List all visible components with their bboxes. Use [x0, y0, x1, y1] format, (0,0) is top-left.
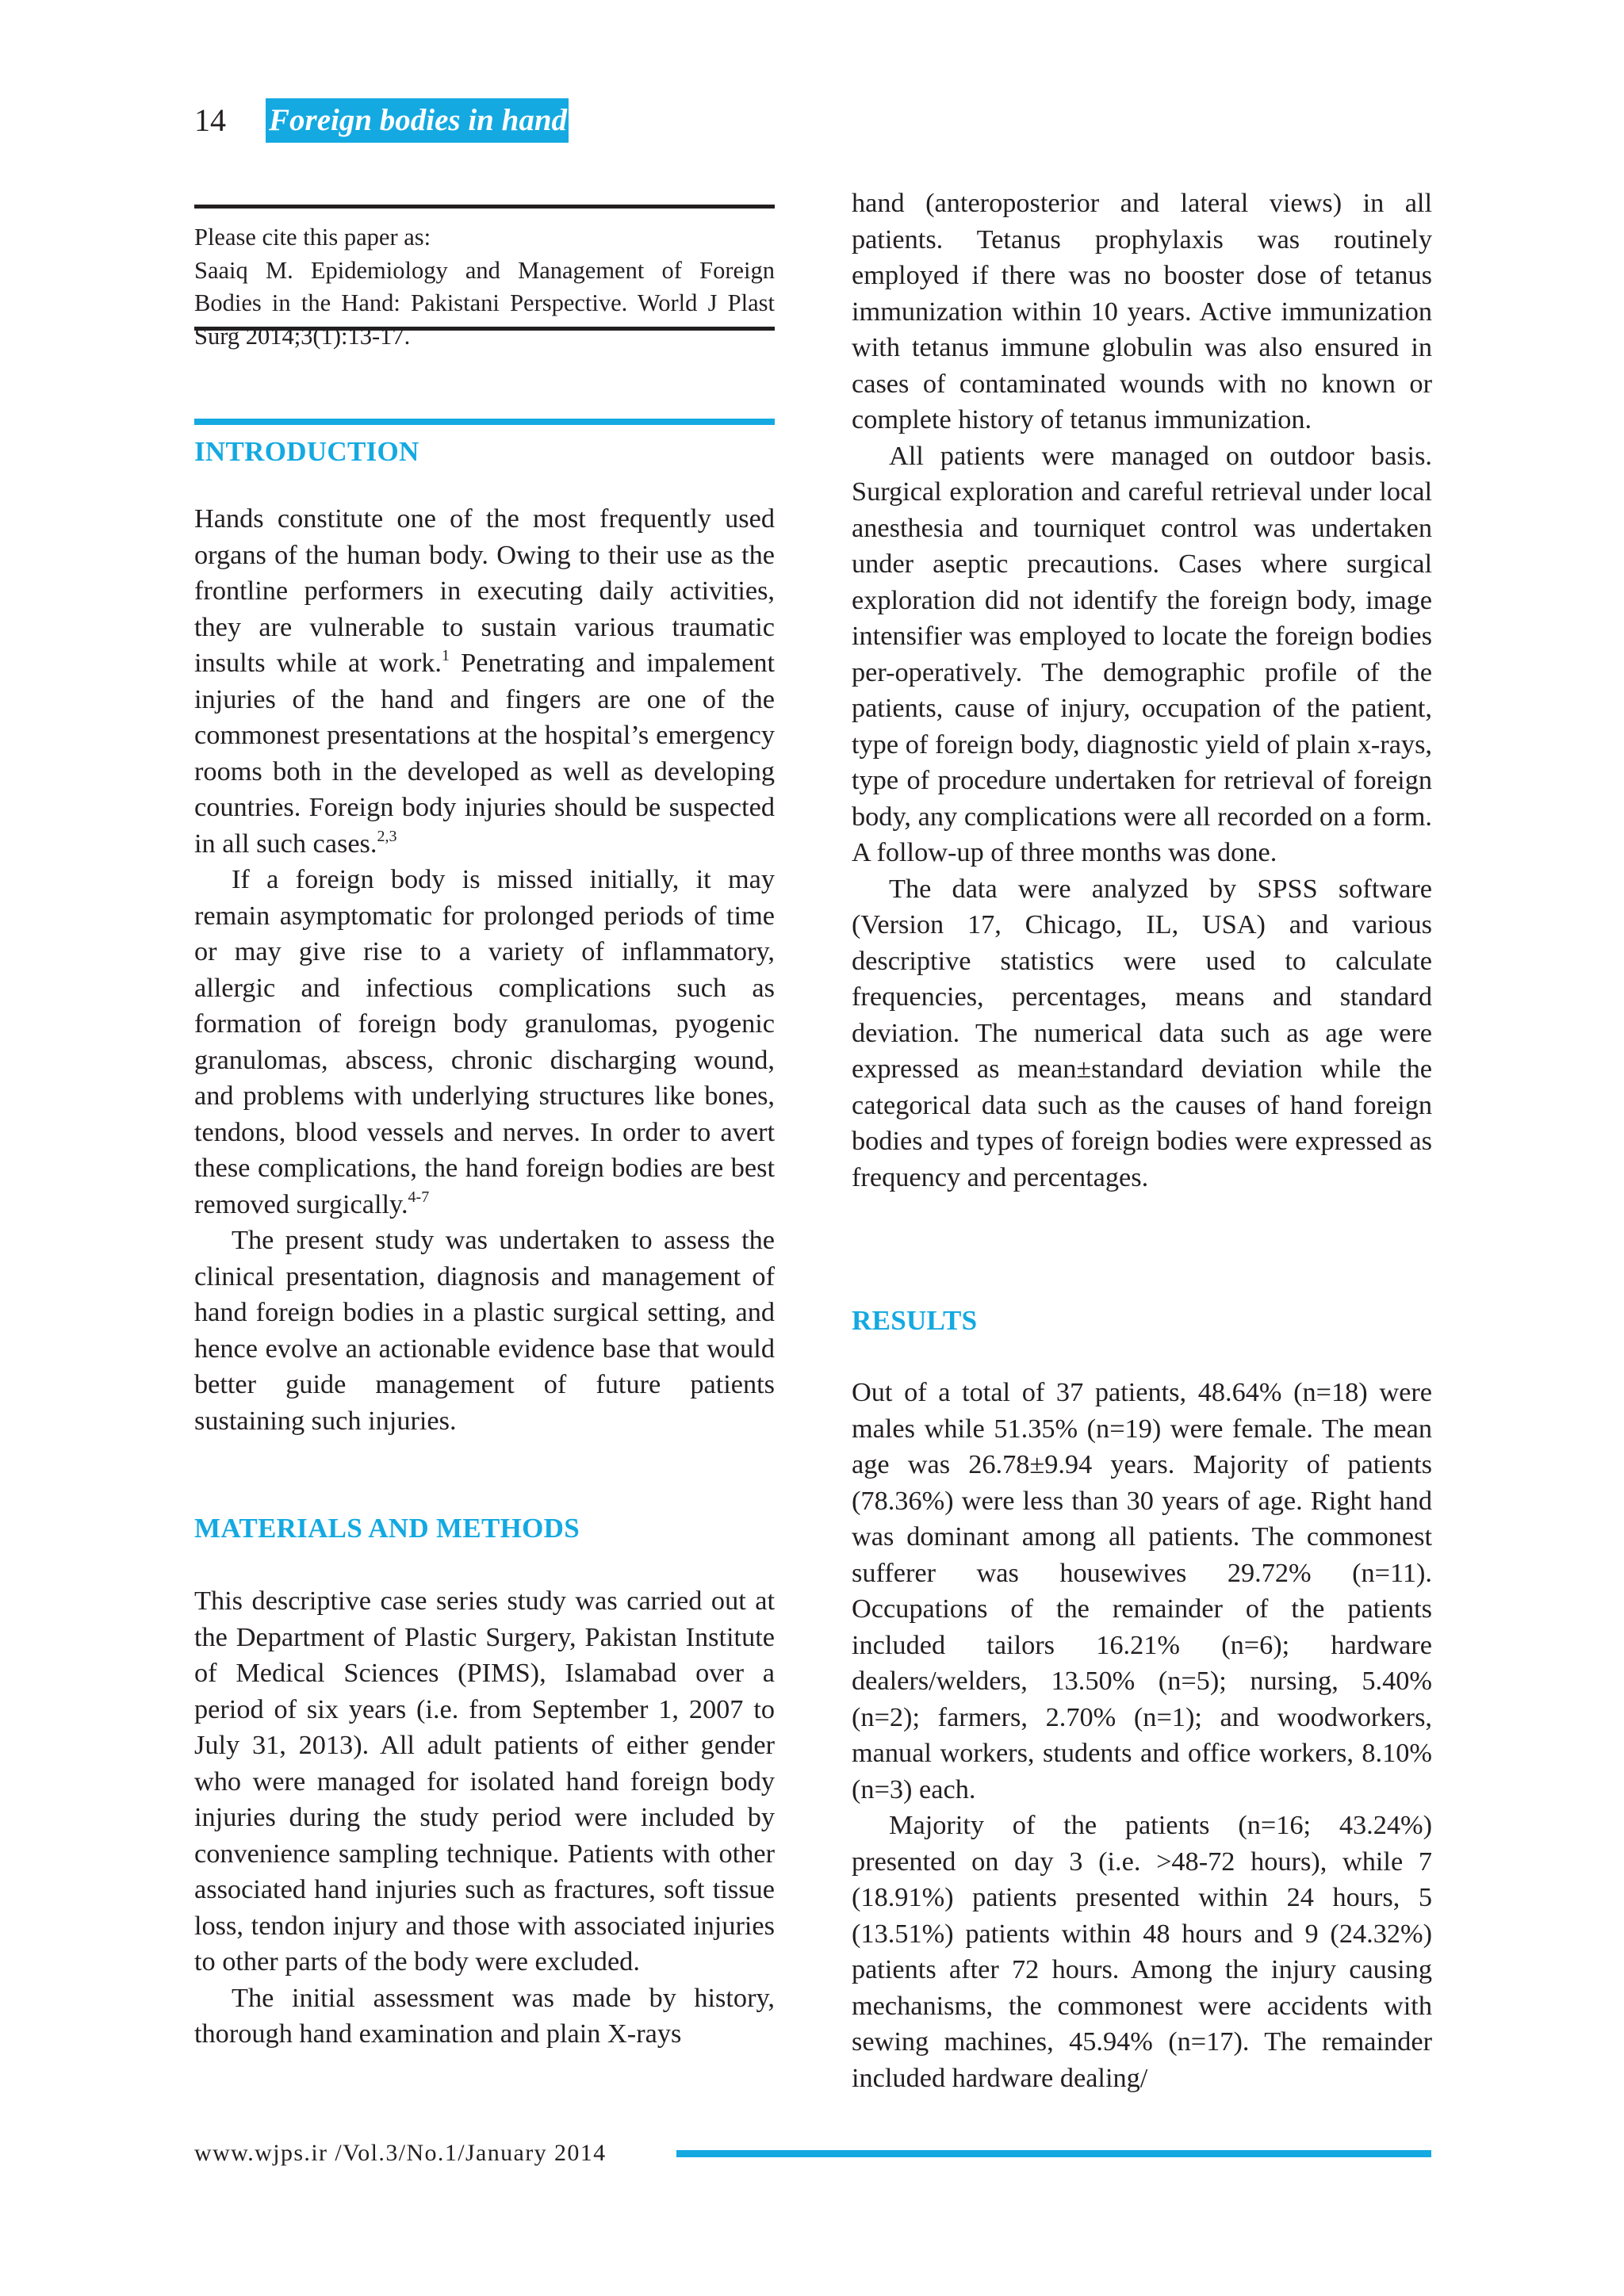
citation-box — [194, 205, 775, 350]
citation-reference: Saaiq M. Epidemiology and Management of Foreign Bodies in the Hand: Pakistani Perspective. World J Plast Surg 2014;3(1):13-17. — [194, 256, 775, 350]
methods-paragraph-3: All patients were managed on outdoor basis. Surgical exploration and careful retrieval under local anesthesia and tourniquet control was undertaken under aseptic precautions. Cases where surgical exploration did not identify the foreign body, image intensifier was employed to locate the foreign bodies per-operatively. The demographic profile of the patients, cause of injury, occupation of the patient, type of foreign body, diagnostic yield of plain x-rays, type of procedure undertaken for retrieval of foreign body, any complications were all recorded on a form. A follow-up of three months was done. — [852, 440, 1432, 867]
methods-body-left — [194, 1583, 775, 2053]
introduction-heading: INTRODUCTION — [194, 419, 775, 469]
methods-paragraph-2-continued: hand (anteroposterior and lateral views) in all patients. Tetanus prophylaxis was routinely employed if there was no booster dose of tetanus immunization within 10 years. Active immunization with tetanus immune globulin was also ensured in cases of contaminated wounds with no known or complete history of tetanus immunization. — [852, 188, 1432, 434]
results-paragraph-1: Out of a total of 37 patients, 48.64% (n=18) were males while 51.35% (n=19) were female. The mean age was 26.78±9.94 years. Majority of patients (78.36%) were less than 30 years of age. Right hand was dominant among all patients. The commonest sufferer was housewives 29.72% (n=11). Occupations of the remainder of the patients included tailors 16.21% (n=6); hardware dealers/welders, 13.50% (n=5); nursing, 5.40% (n=2); farmers, 2.70% (n=1); and woodworkers, manual workers, students and office workers, 8.10% (n=3) each. — [852, 1377, 1432, 1804]
citation-superscript: 4-7 — [408, 1188, 430, 1206]
footer-journal-info: www.wjps.ir /Vol.3/No.1/January 2014 — [194, 2140, 607, 2166]
introduction-body — [194, 501, 775, 1439]
citation-superscript: 1 — [441, 647, 450, 664]
footer-accent-bar — [676, 2150, 1431, 2157]
citation-label: Please cite this paper as: — [194, 224, 431, 251]
methods-paragraph-4: The data were analyzed by SPSS software (Version 17, Chicago, IL, USA) and various descriptive statistics were used to calculate frequencies, percentages, means and standard deviation. The numerical data such as age were expressed as mean±standard deviation while the categorical data such as the causes of hand foreign bodies and types of foreign bodies were expressed as frequency and percentages. — [852, 873, 1432, 1192]
methods-paragraph-2: The initial assessment was made by history, thorough hand examination and plain X-rays — [194, 1982, 775, 2049]
methods-paragraph-1: This descriptive case series study was carried out at the Department of Plastic Surgery, Pakistan Institute of Medical Sciences (PIMS), Islamabad over a period of six years (i.e. from September 1, 2007 to July 31, 2013). All adult patients of either gender who were managed for isolated hand foreign body injuries during the study period were included by convenience sampling technique. Patients with other associated hand injuries such as fractures, soft tissue loss, tendon injury and those with associated injuries to other parts of the body were excluded. — [194, 1586, 775, 1976]
methods-body-right — [852, 186, 1432, 1196]
citation-superscript: 2,3 — [377, 827, 397, 845]
methods-heading: MATERIALS AND METHODS — [194, 1513, 580, 1544]
introduction-paragraph-2: If a foreign body is missed initially, it may remain asymptomatic for prolonged periods of time or may give rise to a variety of inflammatory, allergic and infectious complications such as formation of foreign body granulomas, pyogenic granulomas, abscess, chronic discharging wound, and problems with underlying structures like bones, tendons, blood vessels and nerves. In order to avert these complications, the hand foreign bodies are best removed surgically.$^{4-7}$ — [194, 864, 775, 1219]
introduction-paragraph-3: The present study was undertaken to assess the clinical presentation, diagnosis and management of hand foreign bodies in a plastic surgical setting, and hence evolve an actionable evidence base that would better guide management of future patients sustaining such injuries. — [194, 1225, 775, 1436]
introduction-paragraph-1: Hands constitute one of the most frequently used organs of the human body. Owing to their use as the frontline performers in executing daily activities, they are vulnerable to sustain various traumatic insults while at work.$^1$ Penetrating and impalement injuries of the hand and fingers are one of the commonest presentations at the hospital’s emergency rooms both in the developed as well as developing countries. Foreign body injuries should be suspected in all such cases.$^{2,3}$ — [194, 503, 775, 859]
results-paragraph-2: Majority of the patients (n=16; 43.24%) presented on day 3 (i.e. >48-72 hours), while 7 (18.91%) patients presented within 24 hours, 5 (13.51%) patients within 48 hours and 9 (24.32%) patients after 72 hours. Among the injury causing mechanisms, the commonest were accidents with sewing machines, 45.94% (n=17). The remainder included hardware dealing/ — [852, 1810, 1432, 2093]
results-body — [852, 1375, 1432, 2096]
running-title: Foreign bodies in hand — [266, 98, 569, 143]
page-number: 14 — [194, 102, 226, 138]
results-heading: RESULTS — [852, 1305, 978, 1336]
